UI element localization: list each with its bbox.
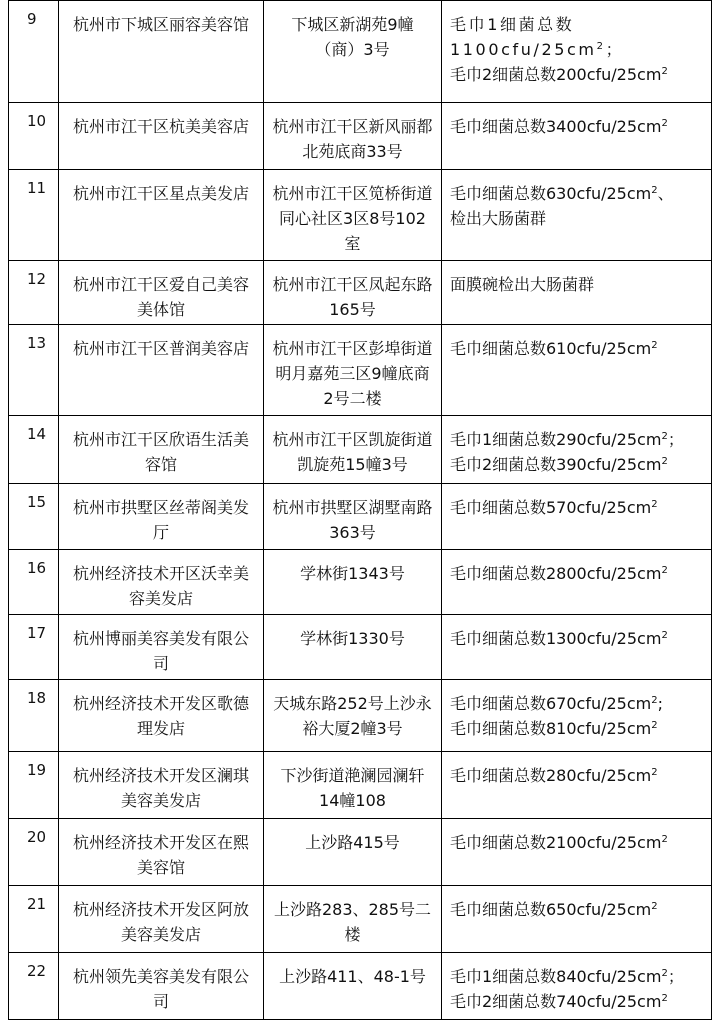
result-text: 毛巾细菌总数650cfu/25cm <box>450 900 652 919</box>
inspection-result <box>442 170 712 261</box>
result-unit-exponent: 2 <box>651 499 658 510</box>
result-unit-exponent: 2 <box>661 630 668 641</box>
result-unit-exponent: 2 <box>651 185 658 196</box>
business-name: 杭州经济技术开发区歌德理发店 <box>59 680 264 752</box>
business-address: 杭州市江干区凤起东路165号 <box>264 261 442 325</box>
result-text: 毛巾细菌总数670cfu/25cm <box>450 694 652 713</box>
inspection-result <box>442 886 712 953</box>
business-name: 杭州市江干区普润美容店 <box>59 325 264 416</box>
table-row <box>9 953 712 1020</box>
result-text: 毛巾1细菌总数290cfu/25cm <box>450 430 662 449</box>
business-address: 学林街1343号 <box>264 550 442 615</box>
table-row <box>9 615 712 680</box>
inspection-result <box>442 325 712 416</box>
result-line <box>450 691 707 716</box>
result-text: 毛巾细菌总数3400cfu/25cm <box>450 117 662 136</box>
result-text: 面膜碗检出大肠菌群 <box>450 275 595 294</box>
result-punctuation: ； <box>667 430 684 449</box>
result-punctuation: ； <box>605 40 625 59</box>
table-row <box>9 886 712 953</box>
result-unit-exponent: 2 <box>661 431 668 442</box>
row-number: 20 <box>9 819 59 886</box>
result-line <box>450 989 707 1014</box>
table-row <box>9 416 712 484</box>
business-address: 杭州市江干区笕桥街道同心社区3区8号102室 <box>264 170 442 261</box>
result-text: 检出大肠菌群 <box>450 209 547 228</box>
inspection-result <box>442 1 712 103</box>
result-line <box>450 12 707 62</box>
row-number: 18 <box>9 680 59 752</box>
business-name: 杭州经济技术开发区阿放美容美发店 <box>59 886 264 953</box>
result-line <box>450 206 707 231</box>
result-text: 毛巾细菌总数810cfu/25cm <box>450 719 652 738</box>
result-unit-exponent: 2 <box>651 340 658 351</box>
result-unit-exponent: 2 <box>661 66 668 77</box>
business-address: 下城区新湖苑9幢（商）3号 <box>264 1 442 103</box>
inspection-result <box>442 819 712 886</box>
business-address: 上沙路415号 <box>264 819 442 886</box>
result-unit-exponent: 2 <box>661 834 668 845</box>
row-number: 9 <box>9 1 59 103</box>
result-unit-exponent: 2 <box>661 565 668 576</box>
result-line <box>450 626 707 651</box>
business-address: 杭州市江干区凯旋街道凯旋苑15幢3号 <box>264 416 442 484</box>
result-text: 毛巾细菌总数2800cfu/25cm <box>450 564 662 583</box>
business-name: 杭州经济技术开区沃幸美容美发店 <box>59 550 264 615</box>
business-address: 下沙街道滟澜园澜轩14幢108 <box>264 752 442 819</box>
row-number: 15 <box>9 484 59 550</box>
inspection-result <box>442 680 712 752</box>
row-number: 16 <box>9 550 59 615</box>
row-number: 12 <box>9 261 59 325</box>
result-line <box>450 763 707 788</box>
business-name: 杭州市江干区欣语生活美容馆 <box>59 416 264 484</box>
business-name: 杭州市江干区杭美美容店 <box>59 103 264 170</box>
row-number: 13 <box>9 325 59 416</box>
table-row <box>9 752 712 819</box>
result-text: 毛巾2细菌总数200cfu/25cm <box>450 65 662 84</box>
result-punctuation: ; <box>657 694 664 713</box>
result-text: 毛巾2细菌总数740cfu/25cm <box>450 992 662 1011</box>
business-name: 杭州经济技术开发区在熙美容馆 <box>59 819 264 886</box>
result-line <box>450 272 707 297</box>
business-name: 杭州市江干区星点美发店 <box>59 170 264 261</box>
table-row <box>9 819 712 886</box>
inspection-result <box>442 615 712 680</box>
result-unit-exponent: 2 <box>661 118 668 129</box>
business-name: 杭州市下城区丽容美容馆 <box>59 1 264 103</box>
result-unit-exponent: 2 <box>651 720 658 731</box>
result-line <box>450 830 707 855</box>
result-text: 毛巾细菌总数2100cfu/25cm <box>450 833 662 852</box>
row-number: 19 <box>9 752 59 819</box>
result-unit-exponent: 2 <box>651 901 658 912</box>
table-row <box>9 103 712 170</box>
result-text: 毛巾细菌总数630cfu/25cm <box>450 184 652 203</box>
business-name: 杭州市拱墅区丝蒂阁美发厅 <box>59 484 264 550</box>
result-line <box>450 336 707 361</box>
result-line <box>450 897 707 922</box>
inspection-result <box>442 416 712 484</box>
row-number: 17 <box>9 615 59 680</box>
table-row <box>9 550 712 615</box>
business-address: 上沙路283、285号二楼 <box>264 886 442 953</box>
result-unit-exponent: 2 <box>596 41 606 52</box>
table-row <box>9 170 712 261</box>
result-line <box>450 452 707 477</box>
inspection-result <box>442 752 712 819</box>
result-unit-exponent: 2 <box>661 993 668 1004</box>
table-body <box>9 1 712 1020</box>
business-address: 杭州市江干区新风丽都北苑底商33号 <box>264 103 442 170</box>
result-unit-exponent: 2 <box>651 767 658 778</box>
result-unit-exponent: 2 <box>661 968 668 979</box>
row-number: 10 <box>9 103 59 170</box>
result-text: 毛巾细菌总数280cfu/25cm <box>450 766 652 785</box>
row-number: 14 <box>9 416 59 484</box>
result-line <box>450 114 707 139</box>
business-address: 杭州市拱墅区湖墅南路363号 <box>264 484 442 550</box>
row-number: 21 <box>9 886 59 953</box>
business-address: 上沙路411、48-1号 <box>264 953 442 1020</box>
business-name: 杭州博丽美容美发有限公司 <box>59 615 264 680</box>
business-name: 杭州领先美容美发有限公司 <box>59 953 264 1020</box>
result-line <box>450 62 707 87</box>
table-row <box>9 484 712 550</box>
table-row <box>9 1 712 103</box>
business-name: 杭州市江干区爱自己美容美体馆 <box>59 261 264 325</box>
business-address: 天城东路252号上沙永裕大厦2幢3号 <box>264 680 442 752</box>
result-line <box>450 495 707 520</box>
result-punctuation: ； <box>667 967 684 986</box>
result-line <box>450 181 707 206</box>
result-unit-exponent: 2 <box>661 456 668 467</box>
inspection-result <box>442 484 712 550</box>
table-row <box>9 325 712 416</box>
inspection-result <box>442 953 712 1020</box>
result-text: 毛巾细菌总数610cfu/25cm <box>450 339 652 358</box>
inspection-result <box>442 550 712 615</box>
result-text: 毛巾细菌总数1300cfu/25cm <box>450 629 662 648</box>
result-text: 毛巾1细菌总数1100cfu/25cm <box>450 15 597 59</box>
inspection-results-table <box>8 0 712 1020</box>
result-unit-exponent: 2 <box>651 695 658 706</box>
result-text: 毛巾1细菌总数840cfu/25cm <box>450 967 662 986</box>
result-text: 毛巾2细菌总数390cfu/25cm <box>450 455 662 474</box>
result-line <box>450 427 707 452</box>
table-row <box>9 680 712 752</box>
business-address: 学林街1330号 <box>264 615 442 680</box>
result-punctuation: 、 <box>657 184 674 203</box>
result-text: 毛巾细菌总数570cfu/25cm <box>450 498 652 517</box>
inspection-result <box>442 103 712 170</box>
row-number: 22 <box>9 953 59 1020</box>
business-address: 杭州市江干区彭埠街道明月嘉苑三区9幢底商2号二楼 <box>264 325 442 416</box>
result-line <box>450 716 707 741</box>
table-row <box>9 261 712 325</box>
business-name: 杭州经济技术开发区澜琪美容美发店 <box>59 752 264 819</box>
row-number: 11 <box>9 170 59 261</box>
result-line <box>450 561 707 586</box>
result-line <box>450 964 707 989</box>
inspection-result <box>442 261 712 325</box>
